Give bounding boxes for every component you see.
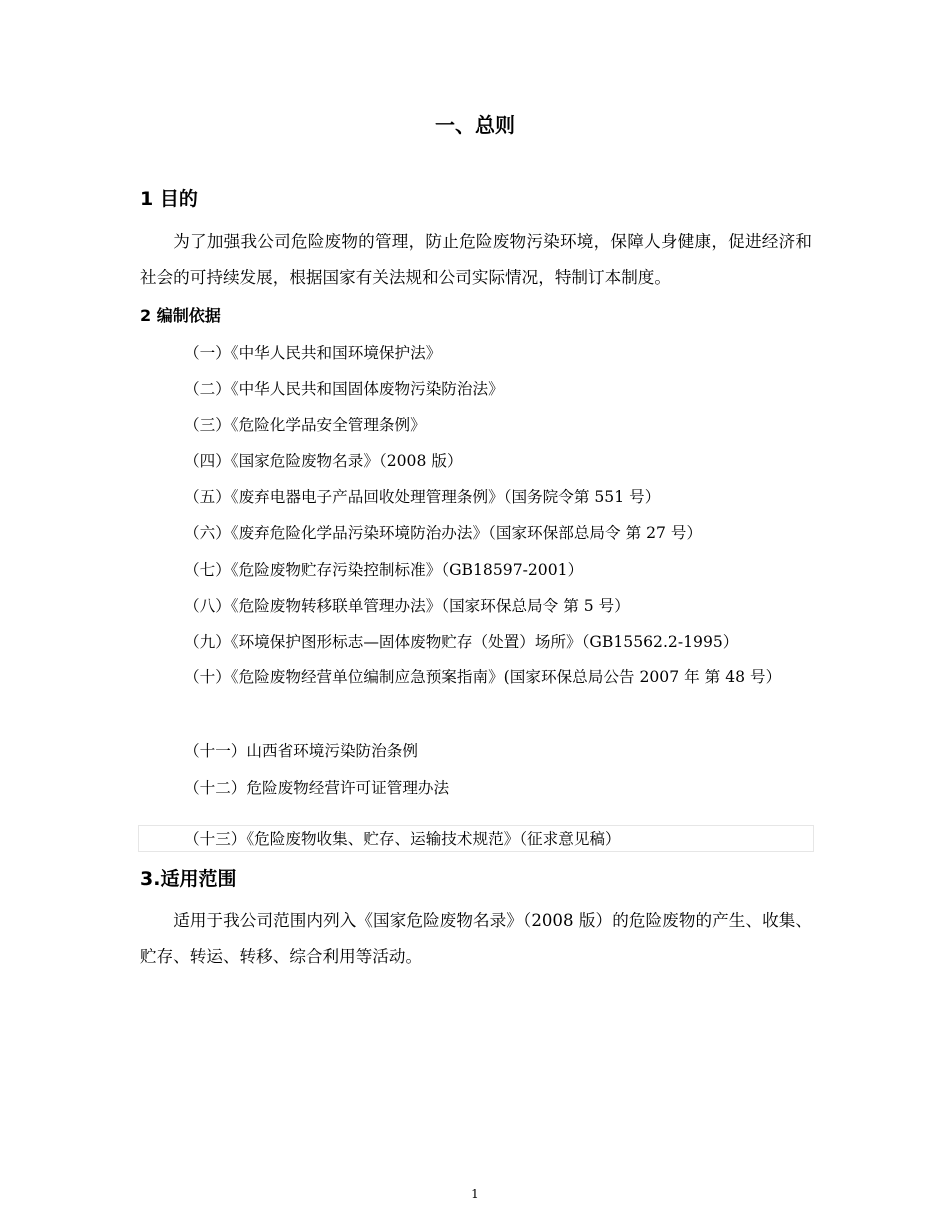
basis-item: （十一）山西省环境污染防治条例 xyxy=(184,742,418,760)
basis-item: （十三）《危险废物收集、贮存、运输技术规范》（征求意见稿） xyxy=(184,830,621,848)
section-heading-scope: 3.适用范围 xyxy=(140,868,237,890)
basis-item: （十）《危险废物经营单位编制应急预案指南》(国家环保总局公告 2007 年 第 48 号） xyxy=(184,668,782,686)
basis-item: （一）《中华人民共和国环境保护法》 xyxy=(184,344,442,362)
basis-item: （五）《废弃电器电子产品回收处理管理条例》（国务院令第 551 号） xyxy=(184,488,661,506)
section-heading-purpose: 1 目的 xyxy=(140,188,198,210)
basis-item: （七）《危险废物贮存污染控制标准》（GB18597-2001） xyxy=(184,561,584,579)
purpose-paragraph: 为了加强我公司危险废物的管理，防止危险废物污染环境，保障人身健康，促进经济和社会的可持续发展，根据国家有关法规和公司实际情况，特制订本制度。 xyxy=(140,232,812,287)
basis-item: （十二）危险废物经营许可证管理办法 xyxy=(184,779,450,797)
page-number: 1 xyxy=(471,1187,479,1201)
basis-item: （二）《中华人民共和国固体废物污染防治法》 xyxy=(184,380,504,398)
basis-item: （三）《危险化学品安全管理条例》 xyxy=(184,416,426,434)
section-heading-basis: 2 编制依据 xyxy=(140,306,221,325)
chapter-title: 一、总则 xyxy=(435,113,515,137)
basis-item: （九）《环境保护图形标志—固体废物贮存（处置）场所》（GB15562.2-1995） xyxy=(184,633,739,651)
scope-paragraph: 适用于我公司范围内列入《国家危险废物名录》（2008 版）的危险废物的产生、收集、贮存、转运、转移、综合利用等活动。 xyxy=(140,911,812,966)
basis-item: （四）《国家危险废物名录》（2008 版） xyxy=(184,452,463,470)
basis-item: （八）《危险废物转移联单管理办法》（国家环保总局令 第 5 号） xyxy=(184,597,630,615)
basis-item: （六）《废弃危险化学品污染环境防治办法》（国家环保部总局令 第 27 号） xyxy=(184,524,703,542)
